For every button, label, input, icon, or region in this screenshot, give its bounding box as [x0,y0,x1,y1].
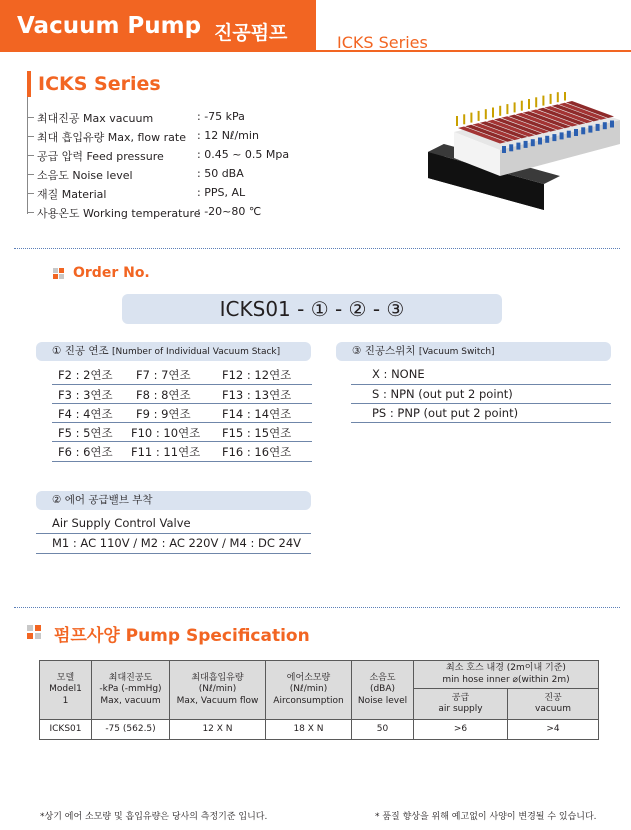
stack-option: F12 : 12연조 [222,368,292,382]
col-header-vacuum: 최대진공도 -kPa (-mmHg) Max, vacuum [92,661,170,720]
cell-model: ICKS01 [40,720,92,740]
col-header-hose: 최소 호스 내경 (2m이내 기준) min hose inner ⌀(within 2m) [414,661,599,689]
square-bullet-icon [27,625,41,639]
col-header-noise: 소음도 (dBA) Noise level [352,661,414,720]
cell-vac: >4 [508,720,599,740]
section-divider [14,607,620,608]
option-rule [351,403,611,404]
stack-header-main: ① 진공 연조 [52,345,112,357]
option-rule [36,553,311,554]
spec-value: : PPS, AL [197,186,246,199]
stack-option: F13 : 13연조 [222,388,292,402]
square-bullet-icon [53,268,64,279]
order-code: ICKS01 - ① - ② - ③ [122,294,502,324]
switch-option-header [336,342,611,361]
section-title-overview: ICKS Series [38,73,161,95]
stack-option-header [36,342,311,361]
spec-label: 사용온도 Working temperature [37,207,201,220]
stack-option: F8 : 8연조 [136,388,191,402]
table-row [40,720,599,740]
cell-noise: 50 [352,720,414,740]
spec-label: 최대 흡입유량 Max, flow rate [37,131,186,144]
footnote-left: *상기 에어 소모량 및 흡입유량은 당사의 측정기준 입니다. [40,812,268,822]
stack-option: F11 : 11연조 [131,445,201,459]
cell-supply: >6 [414,720,508,740]
page-title: Vacuum Pump [17,13,202,39]
valve-option: Air Supply Control Valve [52,516,191,530]
stack-option: F5 : 5연조 [58,426,113,440]
stack-option: F4 : 4연조 [58,407,113,421]
switch-option: PS : PNP (out put 2 point) [372,406,519,420]
cell-flow: 12 X N [170,720,266,740]
pump-spec-table [39,660,599,740]
option-rule [351,384,611,385]
order-title: Order No. [73,265,150,281]
spec-value: : 0.45 ~ 0.5 Mpa [197,148,290,161]
spec-label: 최대진공 Max vacuum [37,112,154,125]
stack-option: F7 : 7연조 [136,368,191,382]
spec-value: : 50 dBA [197,167,244,180]
footnote-right: * 품질 향상을 위해 예고없이 사양이 변경될 수 있습니다. [375,812,597,822]
stack-option: F15 : 15연조 [222,426,292,440]
spec-label: 재질 Material [37,188,107,201]
col-header-flow: 최대흡입유량 (Nℓ/min) Max, Vacuum flow [170,661,266,720]
option-rule [36,533,311,534]
section-marker [27,71,31,97]
stack-option: F16 : 16연조 [222,445,292,459]
stack-option: F14 : 14연조 [222,407,292,421]
col-header-model: 모델 Model1 1 [40,661,92,720]
stack-option: F10 : 10연조 [131,426,201,440]
option-rule [351,422,611,423]
stack-header-sub: [Number of Individual Vacuum Stack] [112,347,281,357]
valve-option: M1 : AC 110V / M2 : AC 220V / M4 : DC 24V [52,536,302,550]
switch-header-main: ③ 진공스위치 [352,345,419,357]
product-image [424,92,624,210]
option-rule [52,384,312,385]
option-rule [52,461,312,462]
col-header-supply: 공급 air supply [414,689,508,720]
section-divider [14,248,620,249]
option-rule [52,441,312,442]
switch-option: X : NONE [372,367,425,381]
switch-header-sub: [Vacuum Switch] [418,347,495,357]
switch-option: S : NPN (out put 2 point) [372,387,513,401]
spec-value: : -75 kPa [197,110,245,123]
stack-option: F6 : 6연조 [58,445,113,459]
spec-label: 소음도 Noise level [37,169,133,182]
spec-value: : 12 Nℓ/min [197,129,259,142]
option-rule [52,403,312,404]
spec-label: 공급 압력 Feed pressure [37,150,164,163]
stack-option: F2 : 2연조 [58,368,113,382]
stack-option: F9 : 9연조 [136,407,191,421]
valve-option-header: ② 에어 공급밸브 부착 [36,491,311,510]
col-header-vac: 진공 vacuum [508,689,599,720]
series-name: ICKS Series [337,33,428,52]
stack-option: F3 : 3연조 [58,388,113,402]
cell-air: 18 X N [266,720,352,740]
cell-vacuum: -75 (562.5) [92,720,170,740]
pump-spec-title: 펌프사양 Pump Specification [54,626,310,646]
page-title-korean: 진공펌프 [214,22,288,44]
option-rule [52,422,312,423]
spec-value: : -20~80 ℃ [197,205,262,218]
col-header-air: 에어소모량 (Nℓ/min) Airconsumption [266,661,352,720]
